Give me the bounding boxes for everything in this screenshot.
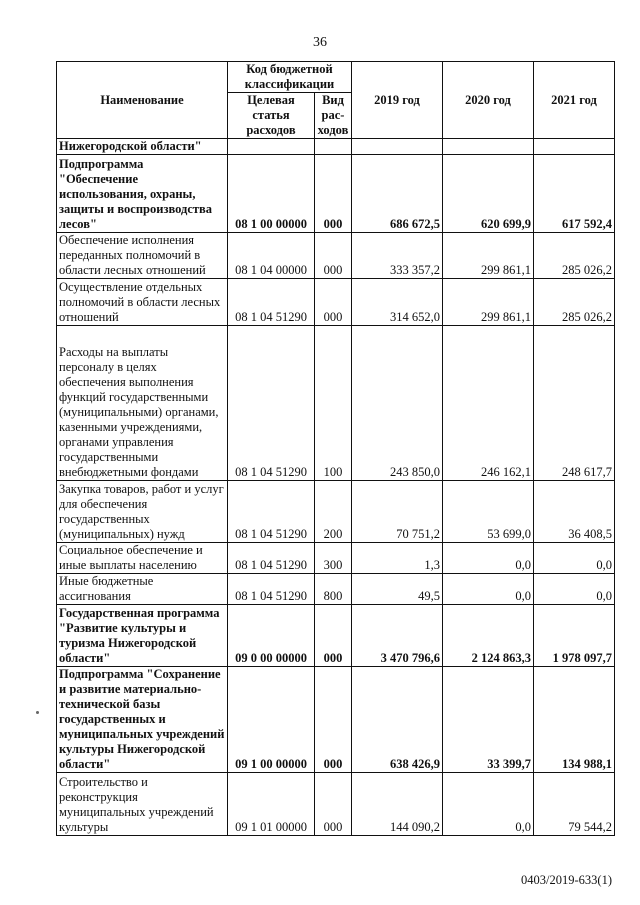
- row-target-article: 08 1 04 51290: [228, 279, 315, 326]
- table-row: [57, 233, 615, 279]
- row-value-2019: 70 751,2: [352, 481, 443, 543]
- header-code-group: Код бюджетной классификации: [228, 62, 352, 93]
- row-value-2021: 617 592,4: [534, 155, 615, 233]
- row-value-2019: [352, 139, 443, 155]
- row-value-2019: 1,3: [352, 543, 443, 574]
- table-row: [57, 139, 615, 155]
- row-name: Социальное обеспечение и иные выплаты населению: [57, 543, 228, 574]
- row-expense-type: [315, 139, 352, 155]
- row-value-2021: 285 026,2: [534, 279, 615, 326]
- row-target-article: 09 1 00 00000: [228, 667, 315, 773]
- header-2021: 2021 год: [534, 62, 615, 139]
- row-value-2020: 2 124 863,3: [443, 605, 534, 667]
- header-2020: 2020 год: [443, 62, 534, 139]
- row-target-article: [228, 139, 315, 155]
- row-value-2019: 686 672,5: [352, 155, 443, 233]
- row-value-2020: [443, 139, 534, 155]
- page-number: 36: [313, 35, 327, 50]
- row-target-article: 08 1 04 51290: [228, 481, 315, 543]
- row-value-2020: 246 162,1: [443, 326, 534, 481]
- row-value-2020: 0,0: [443, 543, 534, 574]
- row-name: Строительство и реконструкция муниципальных учреждений культуры: [57, 773, 228, 836]
- row-value-2019: 3 470 796,6: [352, 605, 443, 667]
- row-expense-type: 000: [315, 605, 352, 667]
- row-value-2019: 243 850,0: [352, 326, 443, 481]
- row-target-article: 08 1 04 51290: [228, 326, 315, 481]
- table-row: [57, 543, 615, 574]
- row-value-2021: 0,0: [534, 543, 615, 574]
- row-expense-type: 000: [315, 773, 352, 836]
- header-2019: 2019 год: [352, 62, 443, 139]
- table-row: [57, 605, 615, 667]
- row-expense-type: 200: [315, 481, 352, 543]
- row-value-2021: 79 544,2: [534, 773, 615, 836]
- table-row: [57, 326, 615, 481]
- table-row: [57, 155, 615, 233]
- row-value-2020: 53 699,0: [443, 481, 534, 543]
- row-value-2021: 0,0: [534, 574, 615, 605]
- row-value-2020: 33 399,7: [443, 667, 534, 773]
- row-target-article: 08 1 04 51290: [228, 543, 315, 574]
- table-row: [57, 481, 615, 543]
- row-name: Иные бюджетные ассигнования: [57, 574, 228, 605]
- row-target-article: 08 1 04 51290: [228, 574, 315, 605]
- header-expense-type: Вид рас-ходов: [315, 93, 352, 139]
- header-target-article: Целевая статья расходов: [228, 93, 315, 139]
- row-name: Государственная программа "Развитие культуры и туризма Нижегородской области": [57, 605, 228, 667]
- row-value-2020: 620 699,9: [443, 155, 534, 233]
- row-expense-type: 800: [315, 574, 352, 605]
- row-target-article: 09 0 00 00000: [228, 605, 315, 667]
- row-expense-type: 000: [315, 279, 352, 326]
- row-target-article: 08 1 04 00000: [228, 233, 315, 279]
- table-row: [57, 279, 615, 326]
- row-value-2019: 49,5: [352, 574, 443, 605]
- row-value-2021: 36 408,5: [534, 481, 615, 543]
- row-value-2019: 314 652,0: [352, 279, 443, 326]
- row-target-article: 09 1 01 00000: [228, 773, 315, 836]
- row-expense-type: 100: [315, 326, 352, 481]
- row-expense-type: 000: [315, 155, 352, 233]
- row-value-2021: 248 617,7: [534, 326, 615, 481]
- row-value-2021: 134 988,1: [534, 667, 615, 773]
- row-value-2021: 1 978 097,7: [534, 605, 615, 667]
- table-row: [57, 574, 615, 605]
- row-value-2019: 144 090,2: [352, 773, 443, 836]
- budget-table: [56, 61, 615, 836]
- document-code: 0403/2019-633(1): [521, 873, 612, 887]
- row-expense-type: 300: [315, 543, 352, 574]
- row-value-2021: 285 026,2: [534, 233, 615, 279]
- row-value-2021: [534, 139, 615, 155]
- row-name: Осуществление отдельных полномочий в области лесных отношений: [57, 279, 228, 326]
- row-value-2019: 333 357,2: [352, 233, 443, 279]
- row-value-2019: 638 426,9: [352, 667, 443, 773]
- table-body: [57, 139, 615, 836]
- row-value-2020: 0,0: [443, 574, 534, 605]
- row-name: Подпрограмма "Обеспечение использования, охраны, защиты и воспроизводства лесов": [57, 155, 228, 233]
- header-name: Наименование: [57, 62, 228, 139]
- row-name: Расходы на выплаты персоналу в целях обеспечения выполнения функций государственными (муниципальными) органами, казенными учреждениями, органами управления государственными внебюджетными фондами: [57, 326, 228, 481]
- row-value-2020: 299 861,1: [443, 233, 534, 279]
- row-expense-type: 000: [315, 233, 352, 279]
- row-target-article: 08 1 00 00000: [228, 155, 315, 233]
- row-name: Закупка товаров, работ и услуг для обеспечения государственных (муниципальных) нужд: [57, 481, 228, 543]
- row-name: Подпрограмма "Сохранение и развитие материально-технической базы государственных и муниципальных учреждений культуры Нижегородской области": [57, 667, 228, 773]
- row-name: Обеспечение исполнения переданных полномочий в области лесных отношений: [57, 233, 228, 279]
- row-value-2020: 0,0: [443, 773, 534, 836]
- row-expense-type: 000: [315, 667, 352, 773]
- table-row: [57, 667, 615, 773]
- table-row: [57, 773, 615, 836]
- table-header: [57, 62, 615, 139]
- row-name: Нижегородской области": [57, 139, 228, 155]
- scan-dot: [36, 711, 39, 714]
- row-value-2020: 299 861,1: [443, 279, 534, 326]
